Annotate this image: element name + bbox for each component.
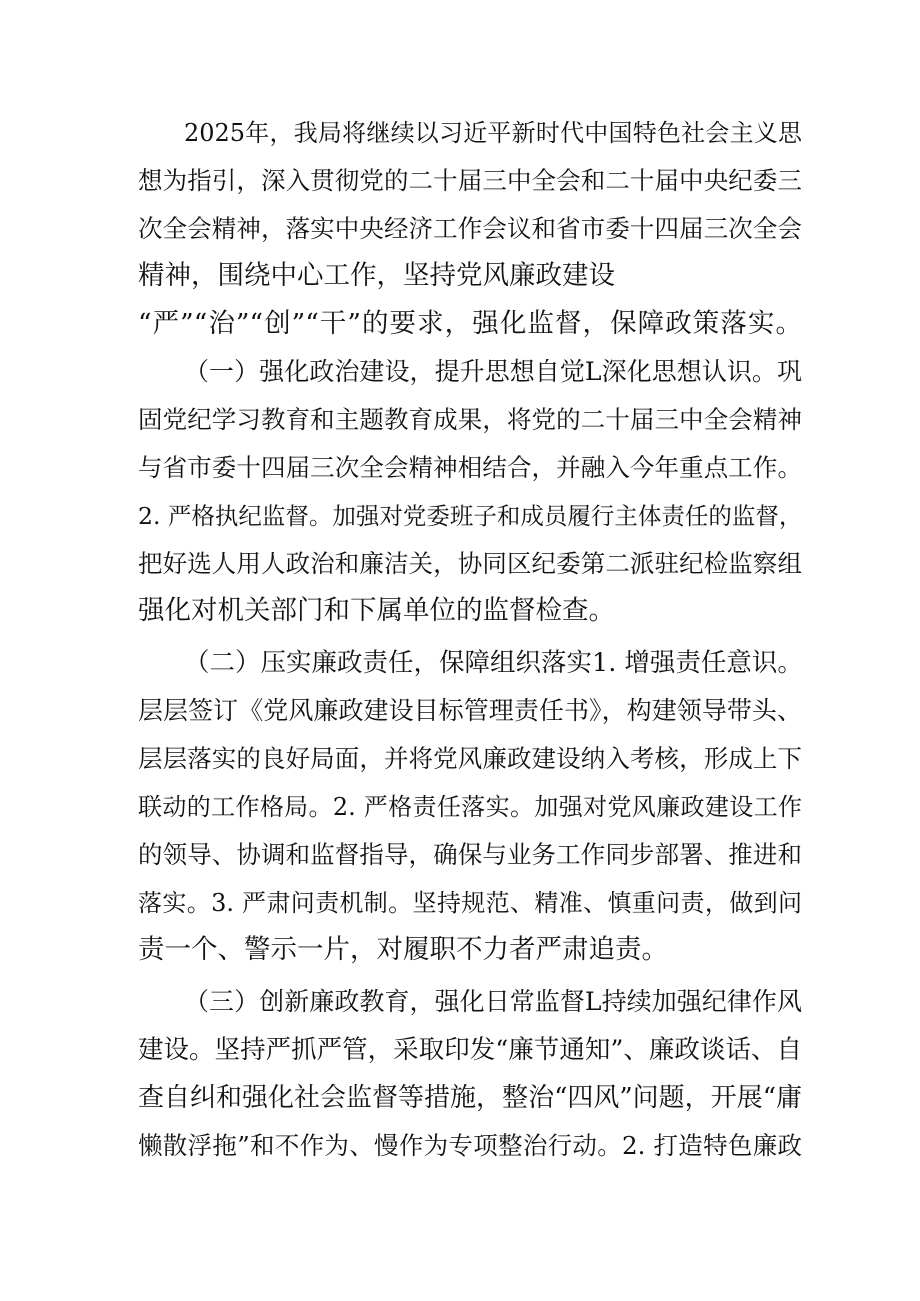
paragraph-4-line-1: （三）创新廉政教育，强化日常监督L持续加强纪律作风 xyxy=(184,987,802,1016)
paragraph-2-line-1: （一）强化政治建设，提升思想自觉L深化思想认识。巩 xyxy=(184,357,802,386)
paragraph-2-line-2: 固党纪学习教育和主题教育成果，将党的二十届三中全会精神 xyxy=(138,405,802,434)
paragraph-3-line-3: 层层落实的良好局面，并将党风廉政建设纳入考核，形成上下 xyxy=(138,744,802,773)
paragraph-4-line-4: 懒散浮拖”和不作为、慢作为专项整治行动。2. 打造特色廉政 xyxy=(138,1131,802,1160)
paragraph-2-line-5: 把好选人用人政治和廉洁关，协同区纪委第二派驻纪检监察组 xyxy=(138,549,802,578)
paragraph-1-line-5: “严”“治”“创”“干”的要求，强化监督，保障政策落实。 xyxy=(138,308,802,339)
paragraph-2-line-3: 与省市委十四届三次全会精神相结合，并融入今年重点工作。 xyxy=(138,453,802,482)
paragraph-4-line-2: 建设。坚持严抓严管，采取印发“廉节通知”、廉政谈话、自 xyxy=(138,1035,802,1065)
paragraph-3-line-4: 联动的工作格局。2. 严格责任落实。加强对党风廉政建设工作 xyxy=(138,793,802,821)
paragraph-4-line-3: 查自纠和强化社会监督等措施，整治“四风”问题，开展“庸 xyxy=(138,1083,802,1113)
paragraph-3-line-6: 落实。3. 严肃问责机制。坚持规范、精准、慎重问责，做到问 xyxy=(138,889,802,917)
paragraph-1-line-3: 次全会精神，落实中央经济工作会议和省市委十四届三次全会 xyxy=(138,214,802,243)
paragraph-3-line-7: 责一个、警示一片，对履职不力者严肃追责。 xyxy=(138,934,668,965)
paragraph-2-line-6: 强化对机关部门和下属单位的监督检查。 xyxy=(138,595,615,626)
paragraph-3-line-5: 的领导、协调和监督指导，确保与业务工作同步部署、推进和 xyxy=(138,840,802,869)
paragraph-3-line-2: 层层签订《党风廉政建设目标管理责任书》，构建领导带头、 xyxy=(138,696,802,725)
paragraph-1-line-4: 精神，围绕中心工作，坚持党风廉政建设 xyxy=(138,260,615,291)
paragraph-2-line-4: 2. 严格执纪监督。加强对党委班子和成员履行主体责任的监督， xyxy=(138,502,803,530)
paragraph-1-line-2: 想为指引，深入贯彻党的二十届三中全会和二十届中央纪委三 xyxy=(138,166,802,195)
paragraph-1-line-1: 2025年，我局将继续以习近平新时代中国特色社会主义思 xyxy=(184,119,802,147)
paragraph-3-line-1: （二）压实廉政责任，保障组织落实1. 增强责任意识。 xyxy=(184,648,803,678)
